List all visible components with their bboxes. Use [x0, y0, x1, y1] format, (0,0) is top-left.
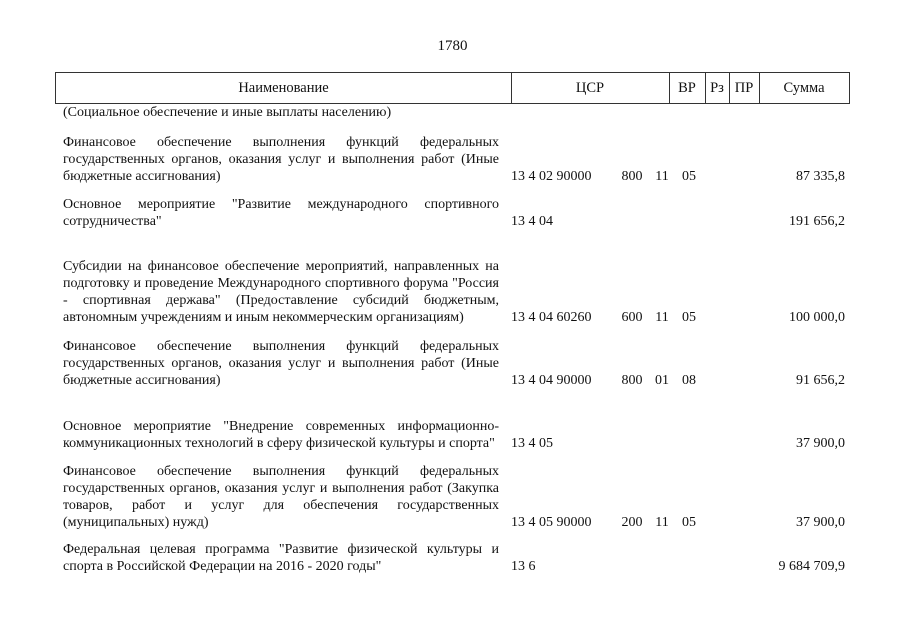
- row-sum: 37 900,0: [796, 436, 845, 451]
- row-rz: 11: [655, 310, 669, 325]
- header-rz: Рз: [710, 80, 724, 96]
- row-csr: 13 4 05: [511, 436, 553, 451]
- row-csr: 13 4 02 90000: [511, 169, 592, 184]
- table-row: [0, 462, 905, 531]
- header-name: Наименование: [238, 80, 329, 96]
- row-sum: 91 656,2: [796, 373, 845, 388]
- table-header: [55, 72, 850, 104]
- row-name: Федеральная целевая программа "Развитие физической культуры и спорта в Российской Федерации на 2016 - 2020 годы": [63, 542, 499, 574]
- header-csr: ЦСР: [575, 80, 605, 96]
- row-vr: 600: [621, 310, 643, 325]
- page-number: 1780: [437, 38, 468, 54]
- row-pr: 05: [682, 310, 696, 325]
- row-name: Финансовое обеспечение выполнения функций федеральных государственных органов, оказания услуг и выполнения работ (Иные бюджетные ассигнования): [63, 339, 499, 388]
- row-name: Финансовое обеспечение выполнения функций федеральных государственных органов, оказания услуг и выполнения работ (Иные бюджетные ассигнования): [63, 135, 499, 184]
- row-csr: 13 4 04 60260: [511, 310, 592, 325]
- row-rz: 01: [655, 373, 669, 388]
- table-row: [0, 240, 905, 326]
- row-sum: 9 684 709,9: [778, 559, 845, 574]
- row-pr: 05: [682, 515, 696, 530]
- row-sum: 191 656,2: [789, 214, 845, 229]
- table-row: [0, 541, 905, 575]
- row-sum: 37 900,0: [796, 515, 845, 530]
- table-row: [0, 400, 905, 452]
- table-row: [0, 337, 905, 389]
- intro-line: (Социальное обеспечение и иные выплаты населению): [63, 105, 392, 120]
- row-rz: 11: [655, 515, 669, 530]
- header-sum: Сумма: [783, 80, 825, 96]
- row-name: Субсидии на финансовое обеспечение мероприятий, направленных на подготовку и проведение Международного спортивного форума "Россия - спортивная держава" (Предоставление субсидий бюджетным, автономным учреждениям и иным некоммерческим организациям): [63, 259, 499, 325]
- row-name: Основное мероприятие "Развитие международного спортивного сотрудничества": [63, 197, 499, 229]
- row-sum: 100 000,0: [789, 310, 845, 325]
- row-vr: 800: [621, 169, 643, 184]
- row-sum: 87 335,8: [796, 169, 845, 184]
- table-row: [0, 196, 905, 230]
- row-csr: 13 4 04 90000: [511, 373, 592, 388]
- row-name: Финансовое обеспечение выполнения функций федеральных государственных органов, оказания услуг и выполнения работ (Закупка товаров, работ и услуг для обеспечения государственных (муниципальных) нужд): [63, 464, 499, 530]
- table-row: [0, 133, 905, 185]
- row-rz: 11: [655, 169, 669, 184]
- row-vr: 200: [621, 515, 643, 530]
- row-vr: 800: [621, 373, 643, 388]
- row-name: Основное мероприятие "Внедрение современных информационно-коммуникационных технологий в сферу физической культуры и спорта": [63, 419, 499, 451]
- row-pr: 08: [682, 373, 696, 388]
- row-csr: 13 4 05 90000: [511, 515, 592, 530]
- header-vr: ВР: [678, 80, 696, 96]
- row-csr: 13 6: [511, 559, 536, 574]
- header-pr: ПР: [734, 80, 754, 96]
- row-csr: 13 4 04: [511, 214, 553, 229]
- row-pr: 05: [682, 169, 696, 184]
